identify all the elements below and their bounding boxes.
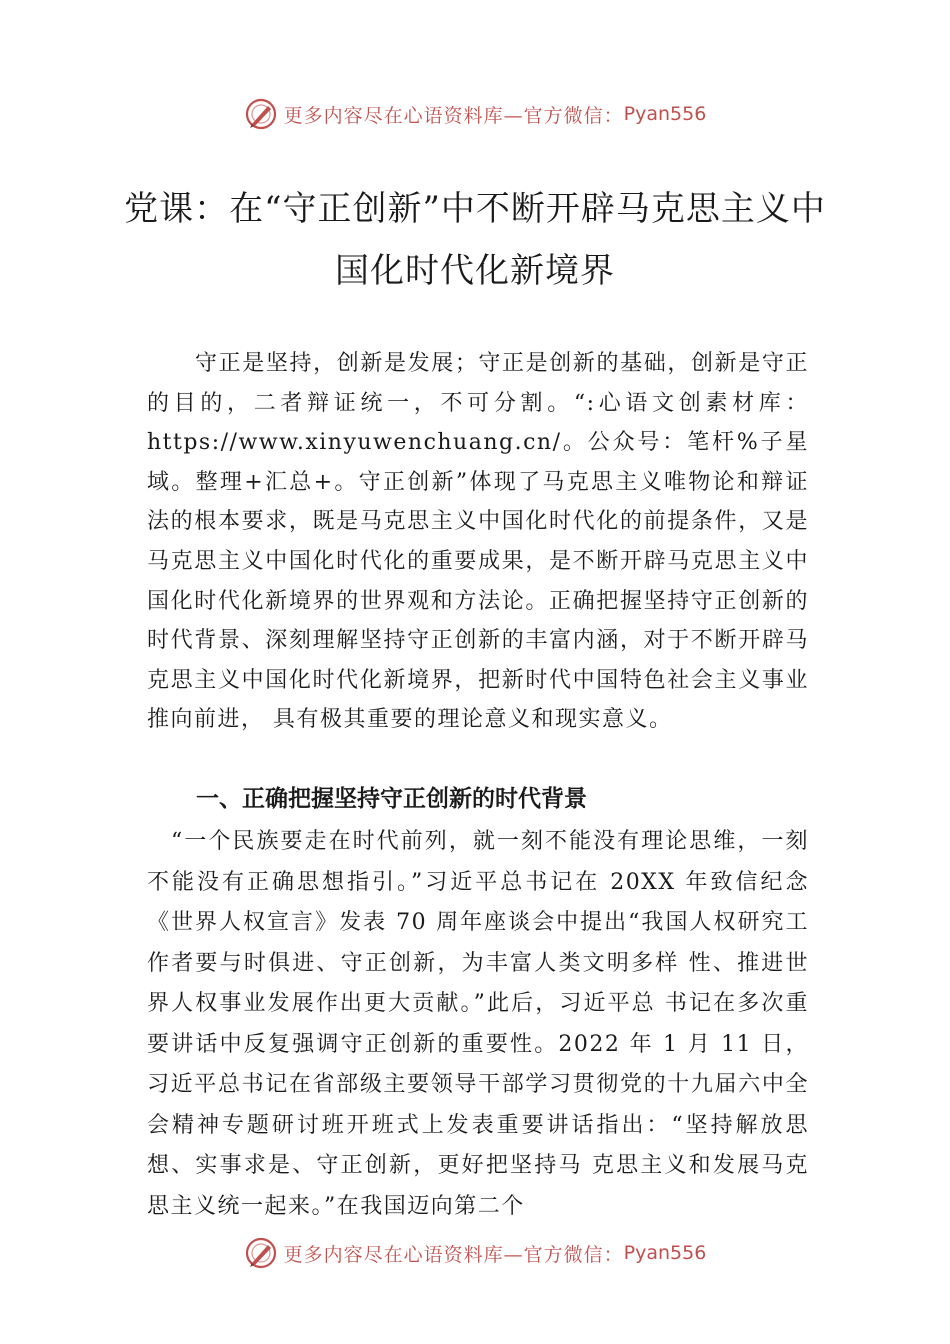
footer-banner xyxy=(0,1233,950,1273)
pen-logo-icon xyxy=(244,97,278,131)
wechat-id: Pyan556 xyxy=(623,1242,707,1264)
banner-text: 更多内容尽在心语资料库—官方微信： xyxy=(283,1243,624,1266)
header-banner xyxy=(0,94,950,134)
page-title: 党课：在“守正创新”中不断开辟马克思主义中国化时代化新境界 xyxy=(124,189,826,291)
banner-text: 更多内容尽在心语资料库—官方微信： xyxy=(283,104,624,127)
pen-logo-icon xyxy=(244,1236,278,1270)
intro-paragraph: 守正是坚持，创新是发展；守正是创新的基础，创新是守正的目的，二者辩证统一，不可分割。“:心语文创素材库：https://www.xinyuwenchuang.cn/。公众号：笔杆%子星域。整理+汇总+。守正创新”体现了马克思主义唯物论和辩证法的根本要求，既是马克思主义中国化时代化的前提条件，又是马克思主义中国化时代化的重要成果，是不断开辟马克思主义中国化时代化新境界的世界观和方法论。正确把握坚持守正创新的时代背景、深刻理解坚持守正创新的丰富内涵，对于不断开辟马克思主义中国化时代化新境界，把新时代中国特色社会主义事业推向前进， 具有极其重要的理论意义和现实意义。 xyxy=(147,351,809,733)
body-paragraph: “一个民族要走在时代前列，就一刻不能没有理论思维，一刻不能没有正确思想指引。”习近平总书记在 20XX 年致信纪念《世界人权宣言》发表 70 周年座谈会中提出“我国人权研究工作者要与时俱进、守正创新，为丰富人类文明多样 性、推进世界人权事业发展作出更大贡献。”此后，习近平总 书记在多次重要讲话中反复强调守正创新的重要性。2022 年 1 月 11 日，习近平总书记在省部级主要领导干部学习贯彻党的十九届六中全会精神专题研讨班开班式上发表重要讲话指出：“坚持解放思想、实事求是、守正创新，更好把坚持马 克思主义和发展马克思主义统一起来。”在我国迈向第二个 xyxy=(147,829,809,1219)
wechat-id: Pyan556 xyxy=(623,103,707,125)
section-heading: 一、正确把握坚持守正创新的时代背景 xyxy=(196,786,587,812)
